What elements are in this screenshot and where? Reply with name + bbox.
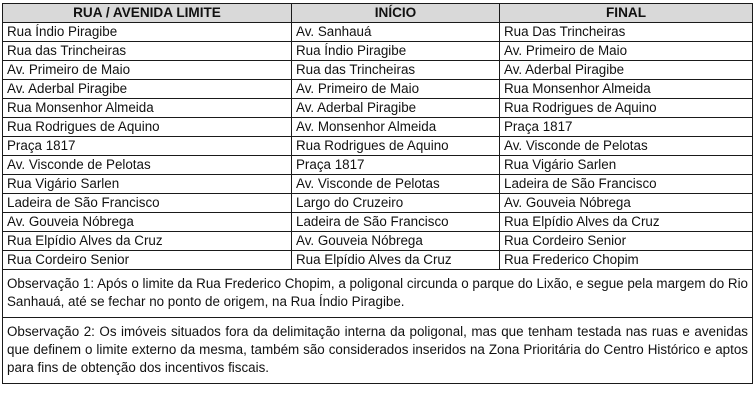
- cell-street: Rua Rodrigues de Aquino: [3, 118, 292, 137]
- cell-end: Av. Visconde de Pelotas: [500, 137, 753, 156]
- cell-street: Ladeira de São Francisco: [3, 194, 292, 213]
- table-row: [3, 99, 753, 118]
- cell-street: Praça 1817: [3, 137, 292, 156]
- cell-end: Av. Primeiro de Maio: [500, 42, 753, 61]
- cell-end: Av. Aderbal Piragibe: [500, 61, 753, 80]
- document-page: [2, 3, 752, 384]
- table-row: [3, 80, 753, 99]
- table-row: [3, 137, 753, 156]
- note-row: [3, 270, 753, 318]
- table-header-row: [3, 4, 753, 23]
- cell-start: Av. Visconde de Pelotas: [292, 175, 500, 194]
- table-row: [3, 23, 753, 42]
- cell-end: Praça 1817: [500, 118, 753, 137]
- cell-street: Av. Aderbal Piragibe: [3, 80, 292, 99]
- cell-start: Av. Sanhauá: [292, 23, 500, 42]
- table-row: [3, 232, 753, 251]
- column-header-end: FINAL: [500, 4, 753, 23]
- cell-street: Rua Vigário Sarlen: [3, 175, 292, 194]
- table-row: [3, 42, 753, 61]
- street-limits-table: [2, 3, 753, 384]
- cell-street: Rua Cordeiro Senior: [3, 251, 292, 270]
- table-row: [3, 194, 753, 213]
- cell-start: Rua Rodrigues de Aquino: [292, 137, 500, 156]
- cell-end: Rua Das Trincheiras: [500, 23, 753, 42]
- table-row: [3, 175, 753, 194]
- cell-start: Ladeira de São Francisco: [292, 213, 500, 232]
- table-row: [3, 118, 753, 137]
- column-header-start: INÍCIO: [292, 4, 500, 23]
- cell-end: Rua Monsenhor Almeida: [500, 80, 753, 99]
- note-row: [3, 318, 753, 384]
- observation-2: Observação 2: Os imóveis situados fora da delimitação interna da poligonal, mas que tenham testada nas ruas e avenidas que definem o limite externo da mesma, também são considerados inseridos na Zona Prioritária do Centro Histórico e aptos para fins de obtenção dos incentivos fiscais.: [3, 318, 753, 384]
- cell-start: Rua Elpídio Alves da Cruz: [292, 251, 500, 270]
- cell-street: Rua Elpídio Alves da Cruz: [3, 232, 292, 251]
- cell-start: Rua das Trincheiras: [292, 61, 500, 80]
- cell-start: Av. Gouveia Nóbrega: [292, 232, 500, 251]
- cell-street: Rua das Trincheiras: [3, 42, 292, 61]
- cell-start: Av. Primeiro de Maio: [292, 80, 500, 99]
- cell-end: Ladeira de São Francisco: [500, 175, 753, 194]
- cell-end: Rua Rodrigues de Aquino: [500, 99, 753, 118]
- table-row: [3, 213, 753, 232]
- cell-start: Largo do Cruzeiro: [292, 194, 500, 213]
- table-row: [3, 251, 753, 270]
- cell-street: Rua Índio Piragibe: [3, 23, 292, 42]
- cell-end: Rua Frederico Chopim: [500, 251, 753, 270]
- column-header-street: RUA / AVENIDA LIMITE: [3, 4, 292, 23]
- cell-end: Rua Vigário Sarlen: [500, 156, 753, 175]
- cell-street: Rua Monsenhor Almeida: [3, 99, 292, 118]
- cell-start: Av. Aderbal Piragibe: [292, 99, 500, 118]
- cell-street: Av. Primeiro de Maio: [3, 61, 292, 80]
- cell-end: Rua Elpídio Alves da Cruz: [500, 213, 753, 232]
- cell-end: Av. Gouveia Nóbrega: [500, 194, 753, 213]
- table-row: [3, 61, 753, 80]
- cell-start: Rua Índio Piragibe: [292, 42, 500, 61]
- cell-start: Praça 1817: [292, 156, 500, 175]
- cell-street: Av. Visconde de Pelotas: [3, 156, 292, 175]
- cell-street: Av. Gouveia Nóbrega: [3, 213, 292, 232]
- cell-end: Rua Cordeiro Senior: [500, 232, 753, 251]
- cell-start: Av. Monsenhor Almeida: [292, 118, 500, 137]
- observation-1: Observação 1: Após o limite da Rua Frederico Chopim, a poligonal circunda o parque do Lixão, e segue pela margem do Rio Sanhauá, até se fechar no ponto de origem, na Rua Índio Piragibe.: [3, 270, 753, 318]
- table-row: [3, 156, 753, 175]
